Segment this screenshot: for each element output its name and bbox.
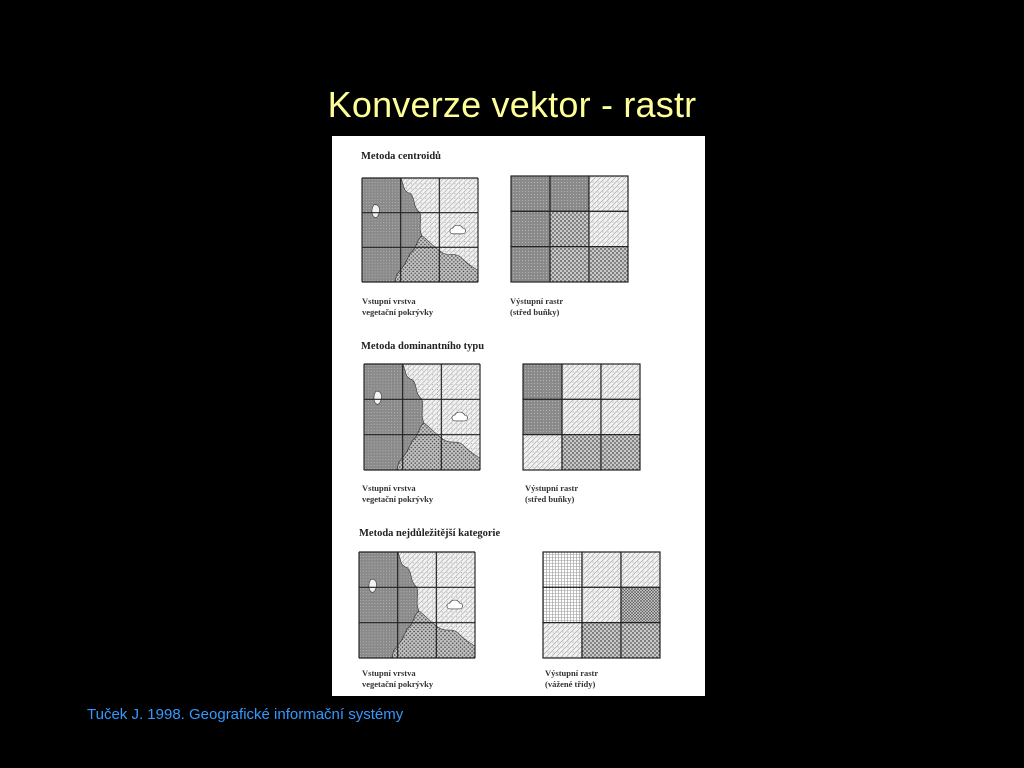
vector-input-map	[364, 364, 480, 470]
raster-cell-gray	[511, 247, 550, 282]
output-caption-line: Výstupní rastr	[545, 668, 599, 678]
raster-output-grid	[543, 552, 660, 658]
raster-cell-gray	[550, 176, 589, 211]
island-shape	[369, 579, 376, 592]
method-heading-most-important: Metoda nejdůležitější kategorie	[359, 528, 501, 539]
output-caption-line: Výstupní rastr	[525, 483, 579, 493]
raster-cell-gray	[511, 176, 550, 211]
figure-graphics	[332, 136, 705, 696]
slide-title: Konverze vektor - rastr	[327, 84, 697, 125]
raster-cell-light	[543, 623, 582, 658]
raster-output-grid	[511, 176, 628, 282]
raster-cell-light	[601, 399, 640, 434]
output-caption-line: (vážené třídy)	[545, 679, 596, 689]
vector-input-map	[359, 552, 475, 658]
raster-cell-gray	[523, 399, 562, 434]
raster-cell-cross	[543, 552, 582, 587]
raster-cell-gray	[523, 364, 562, 399]
raster-cell-light	[589, 211, 628, 246]
input-caption-line: Vstupní vrstva	[362, 296, 416, 306]
output-caption-3	[545, 668, 598, 690]
raster-cell-light	[582, 552, 621, 587]
source-citation: Tuček J. 1998. Geografické informační systémy	[87, 706, 404, 723]
raster-cell-light	[582, 587, 621, 622]
raster-cell-hatch	[621, 587, 660, 622]
raster-cell-dots	[621, 623, 660, 658]
island-shape	[372, 205, 379, 218]
raster-output-grid	[523, 364, 640, 470]
raster-cell-dots	[582, 623, 621, 658]
raster-cell-gray	[511, 211, 550, 246]
input-caption-line: vegetační pokrývky	[362, 494, 434, 504]
raster-cell-dots	[550, 247, 589, 282]
input-caption-line: vegetační pokrývky	[362, 679, 434, 689]
output-caption-line: (střed buňky)	[525, 494, 575, 504]
raster-cell-light	[589, 176, 628, 211]
input-caption-2	[362, 483, 433, 505]
raster-cell-cross	[543, 587, 582, 622]
raster-cell-light	[601, 364, 640, 399]
output-caption-line: Výstupní rastr	[510, 296, 564, 306]
raster-cell-light	[562, 364, 601, 399]
input-caption-line: Vstupní vrstva	[362, 483, 416, 493]
raster-cell-dots	[601, 435, 640, 470]
input-caption-line: vegetační pokrývky	[362, 307, 434, 317]
vector-input-map	[362, 178, 478, 282]
island-shape	[374, 391, 381, 404]
output-caption-2	[525, 483, 578, 505]
input-caption-3	[362, 668, 433, 690]
raster-cell-light	[562, 399, 601, 434]
input-caption-line: Vstupní vrstva	[362, 668, 416, 678]
conversion-methods-figure	[332, 136, 705, 696]
raster-cell-light	[621, 552, 660, 587]
raster-cell-dots	[562, 435, 601, 470]
method-heading-centroid: Metoda centroidů	[361, 151, 442, 162]
output-caption-line: (střed buňky)	[510, 307, 560, 317]
input-caption-1	[362, 296, 433, 318]
raster-cell-dots	[589, 247, 628, 282]
raster-cell-light	[523, 435, 562, 470]
method-heading-dominant: Metoda dominantního typu	[361, 341, 485, 352]
output-caption-1	[510, 296, 563, 318]
raster-cell-dots	[550, 211, 589, 246]
